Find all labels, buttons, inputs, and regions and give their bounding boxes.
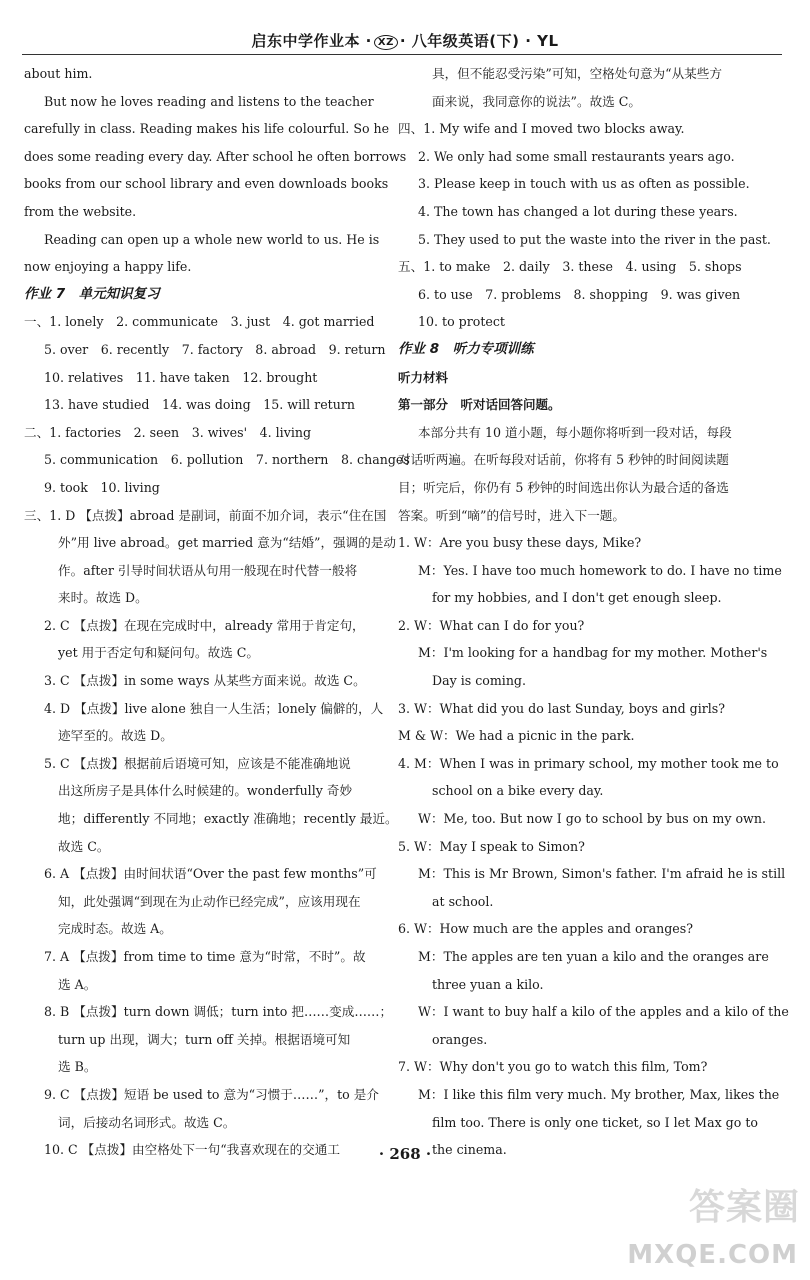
section-heading: 作业 8 听力专项训练 — [398, 340, 534, 357]
answer-line: 6. to use 7. problems 8. shopping 9. was given — [418, 286, 741, 302]
text-line: 对话听两遍。在听每段对话前，你将有 5 秒钟的时间阅读题 — [398, 452, 729, 468]
answer-line: 迹罕至的。故选 D。 — [58, 728, 173, 744]
watermark-url: MXQE.COM — [627, 1240, 798, 1270]
answer-line: 6. A 【点拨】由时间状语“Over the past few months”可 — [44, 866, 377, 882]
answer-line: 7. A 【点拨】from time to time 意为“时常，不时”。故 — [44, 949, 366, 964]
text-line: 本部分共有 10 道小题，每小题你将听到一段对话，每段 — [418, 424, 732, 440]
answer-line: yet 用于否定句和疑问句。故选 C。 — [58, 645, 259, 661]
dialogue-line: Day is coming. — [432, 673, 526, 689]
text-line: But now he loves reading and listens to the teacher — [44, 93, 374, 109]
text-line: 答案。听到“嘀”的信号时，进入下一题。 — [398, 507, 625, 523]
dialogue-line: 4. M：When I was in primary school, my mother took me to — [398, 755, 779, 771]
answer-line: 9. took 10. living — [44, 479, 160, 495]
answer-line: 三、1. D 【点拨】abroad 是副词，前面不加介词，表示“住在国 — [24, 507, 387, 523]
answer-line: 作。after 引导时间状语从句用一般现在时代替一般将 — [58, 562, 358, 578]
site-watermark — [627, 1177, 802, 1272]
answer-line: 故选 C。 — [58, 838, 110, 854]
dialogue-line: three yuan a kilo. — [432, 976, 544, 992]
answer-line: 5. over 6. recently 7. factory 8. abroad 9. return — [44, 341, 386, 357]
answer-line: 完成时态。故选 A。 — [58, 921, 172, 937]
answer-line: 5. C 【点拨】根据前后语境可知，应该是不能准确地说 — [44, 755, 351, 771]
answer-line: 面来说，我同意你的说法”。故选 C。 — [432, 93, 641, 109]
answer-line: 4. The town has changed a lot during these years. — [418, 203, 738, 219]
text-line: now enjoying a happy life. — [24, 259, 192, 275]
dialogue-line: W：Me, too. But now I go to school by bus on my own. — [418, 811, 766, 827]
answer-line: 2. C 【点拨】在现在完成时中，already 常用于肯定句， — [44, 617, 365, 633]
sub-heading: 听力材料 — [398, 369, 449, 385]
answer-line: 3. C 【点拨】in some ways 从某些方面来说。故选 C。 — [44, 673, 366, 689]
answer-line: 13. have studied 14. was doing 15. will return — [44, 397, 355, 413]
answer-line: 选 B。 — [58, 1059, 97, 1075]
dialogue-line: W：I want to buy half a kilo of the apples and a kilo of the — [418, 1004, 789, 1020]
text-line: books from our school library and even downloads books — [24, 176, 389, 192]
dialogue-line: 2. W：What can I do for you? — [398, 617, 585, 633]
answer-line: turn up 出现，调大；turn off 关掉。根据语境可知 — [58, 1031, 351, 1047]
answer-line: 四、1. My wife and I moved two blocks away. — [398, 121, 685, 137]
dialogue-line: M：The apples are ten yuan a kilo and the oranges are — [418, 949, 769, 964]
dialogue-line: 7. W：Why don't you go to watch this film, Tom? — [398, 1059, 708, 1075]
page-number: · 268 · — [378, 1145, 432, 1163]
answer-line: 5. communication 6. pollution 7. northern 8. changes — [44, 452, 410, 468]
text-line: from the website. — [24, 203, 137, 219]
answer-line: 8. B 【点拨】turn down 调低；turn into 把……变成……； — [44, 1004, 393, 1020]
answer-line: 2. We only had some small restaurants years ago. — [418, 148, 735, 164]
dialogue-line: at school. — [432, 893, 494, 909]
page-header — [0, 30, 810, 51]
answer-line: 10. C 【点拨】由空格处下一句“我喜欢现在的交通工 — [44, 1142, 340, 1158]
text-line: Reading can open up a whole new world to us. He is — [44, 231, 380, 247]
text-line: 目；听完后，你仍有 5 秒钟的时间选出你认为最合适的备选 — [398, 479, 729, 495]
answer-line: 一、1. lonely 2. communicate 3. just 4. got married — [24, 314, 375, 330]
answer-line: 外”用 live abroad。get married 意为“结婚”，强调的是动 — [58, 535, 397, 551]
dialogue-line: for my hobbies, and I don't get enough sleep. — [432, 590, 722, 606]
text-line: carefully in class. Reading makes his life colourful. So he — [24, 121, 390, 137]
answer-line: 3. Please keep in touch with us as often as possible. — [418, 176, 750, 192]
dialogue-line: M：I like this film very much. My brother, Max, likes the — [418, 1086, 780, 1102]
right-column — [398, 60, 789, 1164]
section-heading: 作业 7 单元知识复习 — [24, 285, 160, 302]
dialogue-line: 1. W：Are you busy these days, Mike? — [398, 535, 642, 551]
dialogue-line: school on a bike every day. — [432, 783, 604, 799]
sub-heading: 第一部分 听对话回答问题。 — [398, 397, 561, 413]
answer-line: 9. C 【点拨】短语 be used to 意为“习惯于……”，to 是介 — [44, 1086, 379, 1102]
answer-line: 选 A。 — [58, 976, 97, 992]
header-rule — [22, 54, 782, 55]
answer-line: 出这所房子是具体什么时候建的。wonderfully 奇妙 — [58, 783, 353, 799]
answer-line: 二、1. factories 2. seen 3. wives' 4. living — [24, 424, 312, 440]
dialogue-line: film too. There is only one ticket, so I let Max go to — [432, 1114, 758, 1130]
answer-line: 10. relatives 11. have taken 12. brought — [44, 369, 318, 385]
dialogue-line: 5. W：May I speak to Simon? — [398, 838, 585, 854]
dialogue-line: M：This is Mr Brown, Simon's father. I'm afraid he is still — [418, 866, 786, 882]
dialogue-line: M & W：We had a picnic in the park. — [398, 728, 635, 744]
dialogue-line: M：Yes. I have too much homework to do. I have no time — [418, 562, 782, 578]
answer-line: 词，后接动名词形式。故选 C。 — [58, 1114, 236, 1130]
answer-line: 知，此处强调“到现在为止动作已经完成”，应该用现在 — [58, 893, 361, 909]
answer-line: 地；differently 不同地；exactly 准确地；recently 最近。 — [58, 811, 398, 827]
dialogue-line: 3. W：What did you do last Sunday, boys and girls? — [398, 700, 725, 716]
dialogue-line: oranges. — [432, 1031, 488, 1047]
dialogue-line: the cinema. — [432, 1142, 507, 1158]
header-title-left: 启东中学作业本 · — [251, 32, 372, 50]
watermark-logo-text: 答案圈 — [688, 1187, 800, 1228]
answer-line: 5. They used to put the waste into the river in the past. — [418, 231, 771, 247]
answer-line: 10. to protect — [418, 314, 505, 330]
answer-line: 来时。故选 D。 — [58, 590, 148, 606]
answer-line: 4. D 【点拨】live alone 独自一人生活；lonely 偏僻的，人 — [44, 700, 384, 716]
text-line: does some reading every day. After school he often borrows — [24, 148, 407, 164]
header-title-right: · 八年级英语(下) · YL — [399, 32, 559, 50]
dialogue-line: M：I'm looking for a handbag for my mother. Mother's — [418, 645, 768, 661]
answer-line: 具，但不能忍受污染”可知，空格处句意为“从某些方 — [432, 66, 722, 81]
text-line: about him. — [24, 66, 93, 81]
xz-badge: XZ — [374, 35, 398, 50]
dialogue-line: 6. W：How much are the apples and oranges? — [398, 921, 693, 937]
answer-line: 五、1. to make 2. daily 3. these 4. using 5. shops — [398, 259, 742, 275]
